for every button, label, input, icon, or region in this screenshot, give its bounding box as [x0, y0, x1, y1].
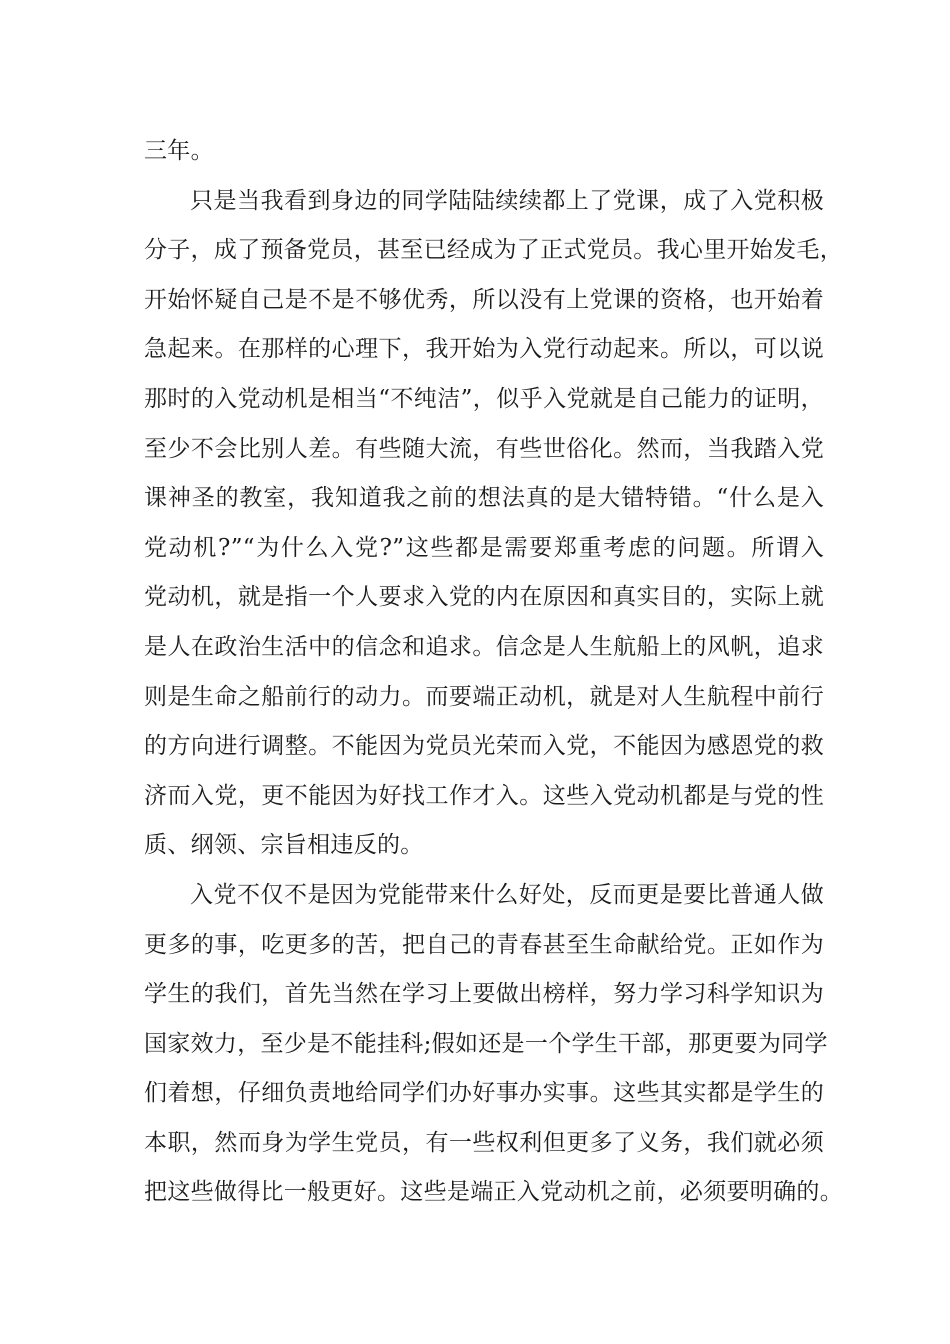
text-line: 党动机?”“为什么入党?”这些都是需要郑重考虑的问题。所谓入: [144, 534, 824, 561]
text-line: 的方向进行调整。不能因为党员光荣而入党，不能因为感恩党的救: [144, 733, 824, 760]
text-line: 分子，成了预备党员，甚至已经成为了正式党员。我心里开始发毛，: [144, 237, 843, 264]
text-line: 急起来。在那样的心理下，我开始为入党行动起来。所以，可以说: [144, 336, 824, 363]
paragraph-first-line: 入党不仅不是因为党能带来什么好处，反而更是要比普通人做: [190, 881, 824, 908]
text-line: 三年。: [144, 138, 214, 164]
text-line: 课神圣的教室，我知道我之前的想法真的是大错特错。“什么是入: [144, 485, 824, 512]
text-line: 那时的入党动机是相当“不纯洁”，似乎入党就是自己能力的证明，: [144, 385, 824, 412]
text-line: 本职，然而身为学生党员，有一些权利但更多了义务，我们就必须: [144, 1129, 824, 1156]
text-line: 济而入党，更不能因为好找工作才入。这些入党动机都是与党的性: [144, 782, 824, 809]
text-line: 开始怀疑自己是不是不够优秀，所以没有上党课的资格，也开始着: [144, 286, 824, 313]
text-line: 们着想，仔细负责地给同学们办好事办实事。这些其实都是学生的: [144, 1080, 824, 1107]
text-line: 国家效力，至少是不能挂科;假如还是一个学生干部，那更要为同学: [144, 1030, 828, 1057]
text-line: 学生的我们，首先当然在学习上要做出榜样，努力学习科学知识为: [144, 981, 824, 1008]
text-line: 更多的事，吃更多的苦，把自己的青春甚至生命献给党。正如作为: [144, 931, 824, 958]
text-line: 把这些做得比一般更好。这些是端正入党动机之前，必须要明确的。: [144, 1179, 843, 1206]
text-line: 党动机，就是指一个人要求入党的内在原因和真实目的，实际上就: [144, 584, 824, 611]
text-line: 至少不会比别人差。有些随大流，有些世俗化。然而，当我踏入党: [144, 435, 824, 462]
text-line: 则是生命之船前行的动力。而要端正动机，就是对人生航程中前行: [144, 683, 824, 710]
paragraph-first-line: 只是当我看到身边的同学陆陆续续都上了党课，成了入党积极: [190, 187, 824, 214]
text-line: 质、纲领、宗旨相违反的。: [144, 832, 424, 859]
text-line: 是人在政治生活中的信念和追求。信念是人生航船上的风帆，追求: [144, 633, 824, 660]
body-text: [144, 127, 843, 1218]
